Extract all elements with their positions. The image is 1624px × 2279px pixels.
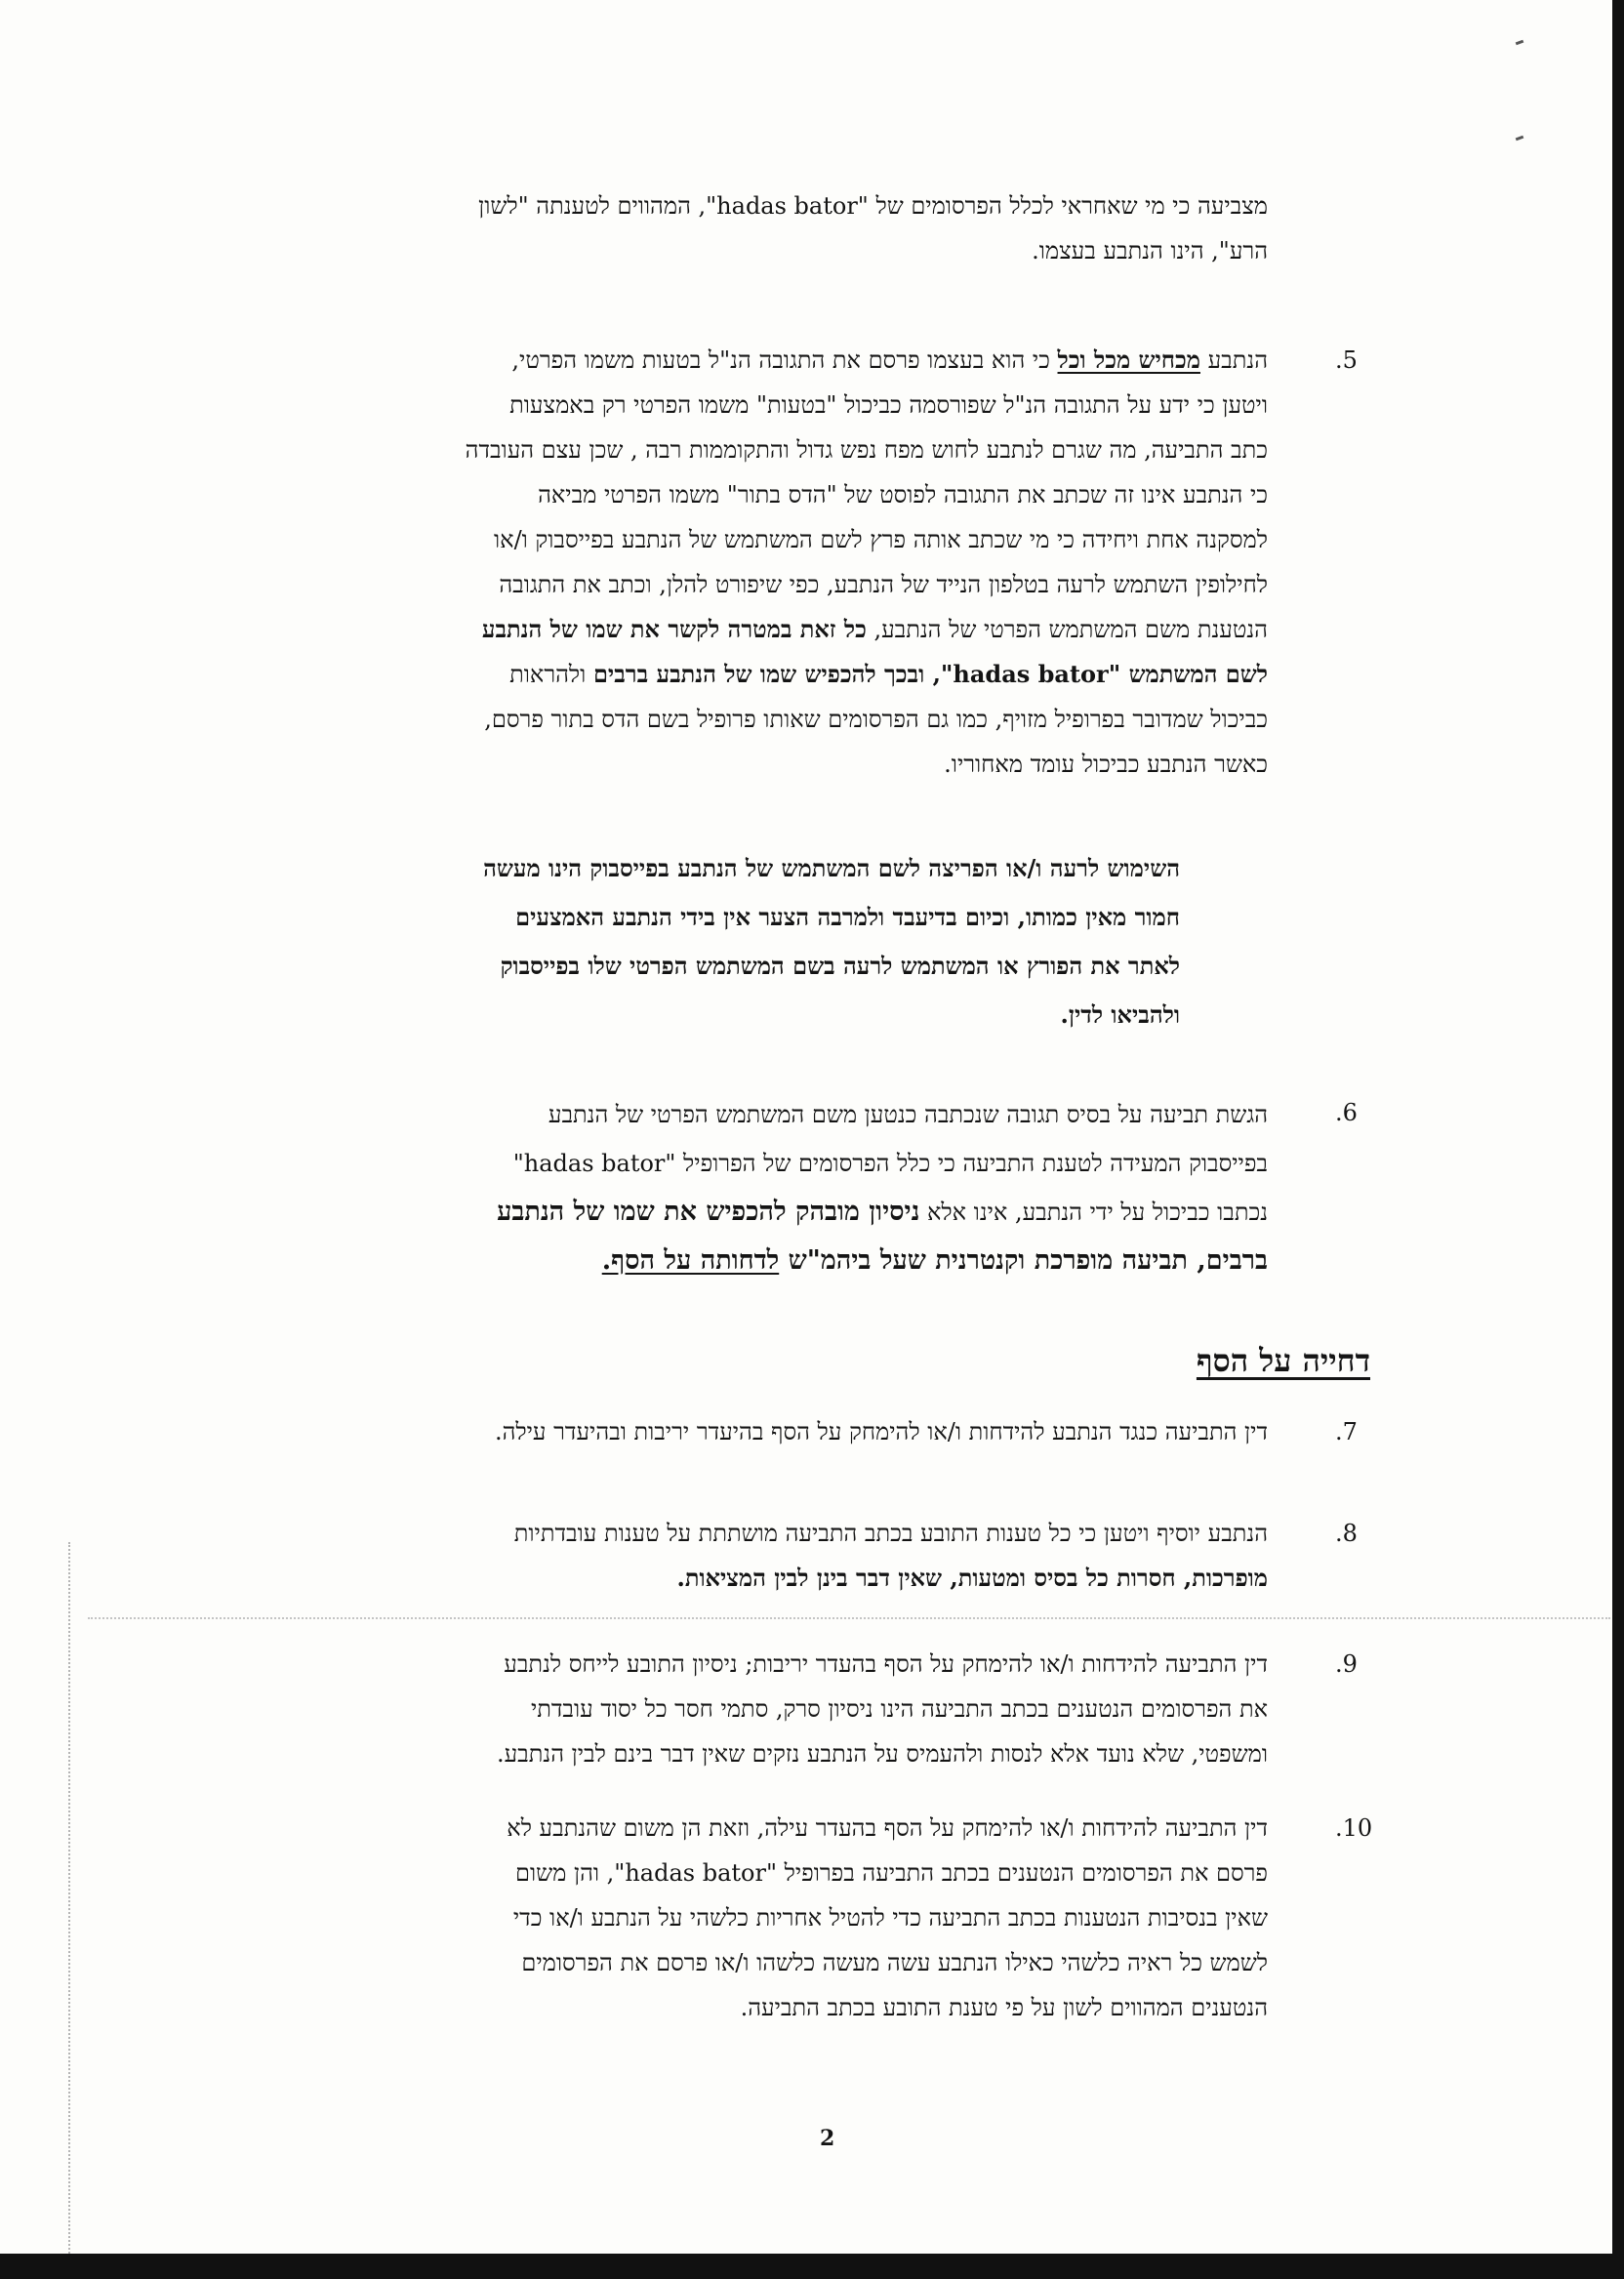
quote-line-3: לאתר את הפורץ או המשתמש לרעה בשם המשתמש הפרטי שלו בפייסבוק <box>500 952 1180 980</box>
quote-line-1: השימוש לרעה ו/או הפריצה לשם המשתמש של הנתבע בפייסבוק הינו מעשה <box>483 854 1180 882</box>
item-10-line-1: דין התביעה להידחות ו/או להימחק על הסף בהעדר עילה, וזאת הן משום שהנתבע לא <box>507 1814 1268 1842</box>
scan-fold-line <box>88 1617 1610 1619</box>
item-10-line-5: הנטענים המהווים לשון על פי טענת התובע בכתב התביעה. <box>740 1994 1268 2021</box>
item-6-line-2: בפייסבוק המעידה לטענת התביעה כי כלל הפרסומים של הפרופיל "hadas bator" <box>512 1150 1268 1177</box>
item-6-number: .6 <box>1335 1099 1358 1126</box>
item-8-line-2: מופרכות, חסרות כל בסיס ומטעות, שאין דבר בינן לבין המציאות. <box>676 1564 1268 1592</box>
item-6-line-3-bold: ניסיון מובהק להכפיש את שמו של הנתבע <box>497 1197 920 1227</box>
scan-speck <box>1516 40 1524 46</box>
item-5-line-1-rest: כי הוא בעצמו פרסם את התגובה הנ"ל בטעות משמו הפרטי, <box>511 346 1058 374</box>
item-6-line-4 <box>292 1237 1268 1285</box>
scan-speck <box>1516 136 1524 142</box>
intro-line-2: הרע", הינו הנתבע בעצמו. <box>1032 237 1268 265</box>
item-10-line-4: לשמש כל ראיה כלשהי כאילו הנתבע עשה מעשה כלשהו ו/או פרסם את הפרסומים <box>521 1949 1268 1976</box>
item-10-number: .10 <box>1335 1814 1373 1842</box>
item-5-line-8-bold: לשם המשתמש "hadas bator", ובכך להכפיש שמו של הנתבע ברבים <box>592 660 1268 688</box>
item-9-line-3: ומשפטי, שלא נועד אלא לנסות ולהעמיס על הנתבע נזקים שאין דבר בינם לבין הנתבע. <box>496 1740 1268 1768</box>
item-10-line-2: פרסם את הפרסומים הנטענים בכתב התביעה בפרופיל "hadas bator", והן משום <box>515 1859 1268 1887</box>
item-8-number: .8 <box>1335 1520 1358 1547</box>
intro-paragraph <box>292 183 1268 273</box>
item-5-line-10: כאשר הנתבע כביכול עומד מאחוריו. <box>944 751 1268 778</box>
item-5-line-1 <box>292 338 1268 383</box>
intro-line-1: מצביעה כי מי שאחראי לכלל הפרסומים של "hadas bator", המהווים לטענתה "לשון <box>478 192 1268 220</box>
item-6-line-3 <box>292 1188 1268 1237</box>
item-9-number: .9 <box>1335 1650 1358 1678</box>
item-5-line-8-plain: ולהראות <box>509 661 593 688</box>
item-7-line-1: דין התביעה כנגד הנתבע להידחות ו/או להימחק על הסף בהיעדר יריבות ובהיעדר עילה. <box>494 1418 1268 1445</box>
item-5-number: .5 <box>1335 346 1358 374</box>
item-9-paragraph <box>292 1642 1268 1776</box>
scan-edge-artifact <box>68 1542 72 2264</box>
bold-quote-block <box>350 844 1180 1039</box>
item-5-line-2: ויטען כי ידע על התגובה הנ"ל שפורסמה כביכול "בטעות" משמו הפרטי רק באמצעות <box>509 391 1268 419</box>
item-7-paragraph <box>292 1409 1268 1454</box>
item-5-line-7-plain: הנטענת משם המשתמש הפרטי של הנתבע, <box>866 616 1268 643</box>
item-5-line-8 <box>292 652 1268 697</box>
scan-border-bottom <box>0 2254 1624 2279</box>
item-10-line-3: שאין בנסיבות הנטענות בכתב התביעה כדי להטיל אחריות כלשהי על הנתבע ו/או כדי <box>512 1904 1268 1932</box>
item-5-denial-emphasis: מכחיש מכל וכל <box>1057 346 1200 374</box>
item-8-paragraph <box>292 1511 1268 1601</box>
scan-border-right <box>1612 0 1624 2279</box>
section-heading: דחייה על הסף <box>1196 1342 1370 1379</box>
item-9-line-2: את הפרסומים הנטענים בכתב התביעה הינו ניסיון סרק, סתמי חסר כל יסוד עובדתי <box>530 1695 1268 1723</box>
item-5-line-5: למסקנה אחת ויחידה כי מי שכתב אותה פרץ לשם המשתמש של הנתבע בפייסבוק ו/או <box>494 526 1268 553</box>
item-6-line-1: הגשת תביעה על בסיס תגובה שנכתבה כנטען משם המשתמש הפרטי של הנתבע <box>548 1101 1268 1128</box>
item-5-line-9: כביכול שמדובר בפרופיל מזויף, כמו גם הפרסומים שאותו פרופיל בשם הדס בתור פרסם, <box>484 706 1268 733</box>
item-6-line-3-plain: נכתבו כביכול על ידי הנתבע, אינו אלא <box>919 1199 1268 1226</box>
item-5-line-6: לחילופין השתמש לרעה בטלפון הנייד של הנתבע, כפי שיפורט להלן, וכתב את התגובה <box>499 571 1268 598</box>
item-5-line-3: כתב התביעה, מה שגרם לנתבע לחוש מפח נפש גדול והתקוממות רבה , שכן עצם העובדה <box>465 436 1268 464</box>
quote-line-4: ולהביאו לדין. <box>1060 1000 1180 1029</box>
item-6-paragraph <box>292 1090 1268 1285</box>
item-9-line-1: דין התביעה להידחות ו/או להימחק על הסף בהעדר יריבות; ניסיון התובע לייחס לנתבע <box>504 1650 1268 1678</box>
item-5-paragraph <box>292 338 1268 787</box>
item-7-number: .7 <box>1335 1418 1358 1445</box>
page-number: 2 <box>820 2126 835 2151</box>
item-5-line-4: כי הנתבע אינו זה שכתב את התגובה לפוסט של "הדס בתור" משמו הפרטי מביאה <box>538 481 1268 509</box>
item-6-dismissal-emphasis: לדחותה על הסף. <box>601 1245 780 1276</box>
item-5-line-7-bold: כל זאת במטרה לקשר את שמו של הנתבע <box>481 615 867 643</box>
item-8-line-1: הנתבע יוסיף ויטען כי כל טענות התובע בכתב התביעה מושתתת על טענות עובדתיות <box>513 1520 1268 1547</box>
quote-line-2: חמור מאין כמותו, וכיום בדיעבד ולמרבה הצער אין בידי הנתבע האמצעים <box>515 903 1180 931</box>
item-5-line-7 <box>292 607 1268 652</box>
item-5-opening: הנתבע <box>1199 346 1268 374</box>
item-6-line-4-bold: ברבים, תביעה מופרכת וקנטרנית שעל ביהמ"ש <box>779 1245 1268 1276</box>
item-10-paragraph <box>292 1806 1268 2030</box>
